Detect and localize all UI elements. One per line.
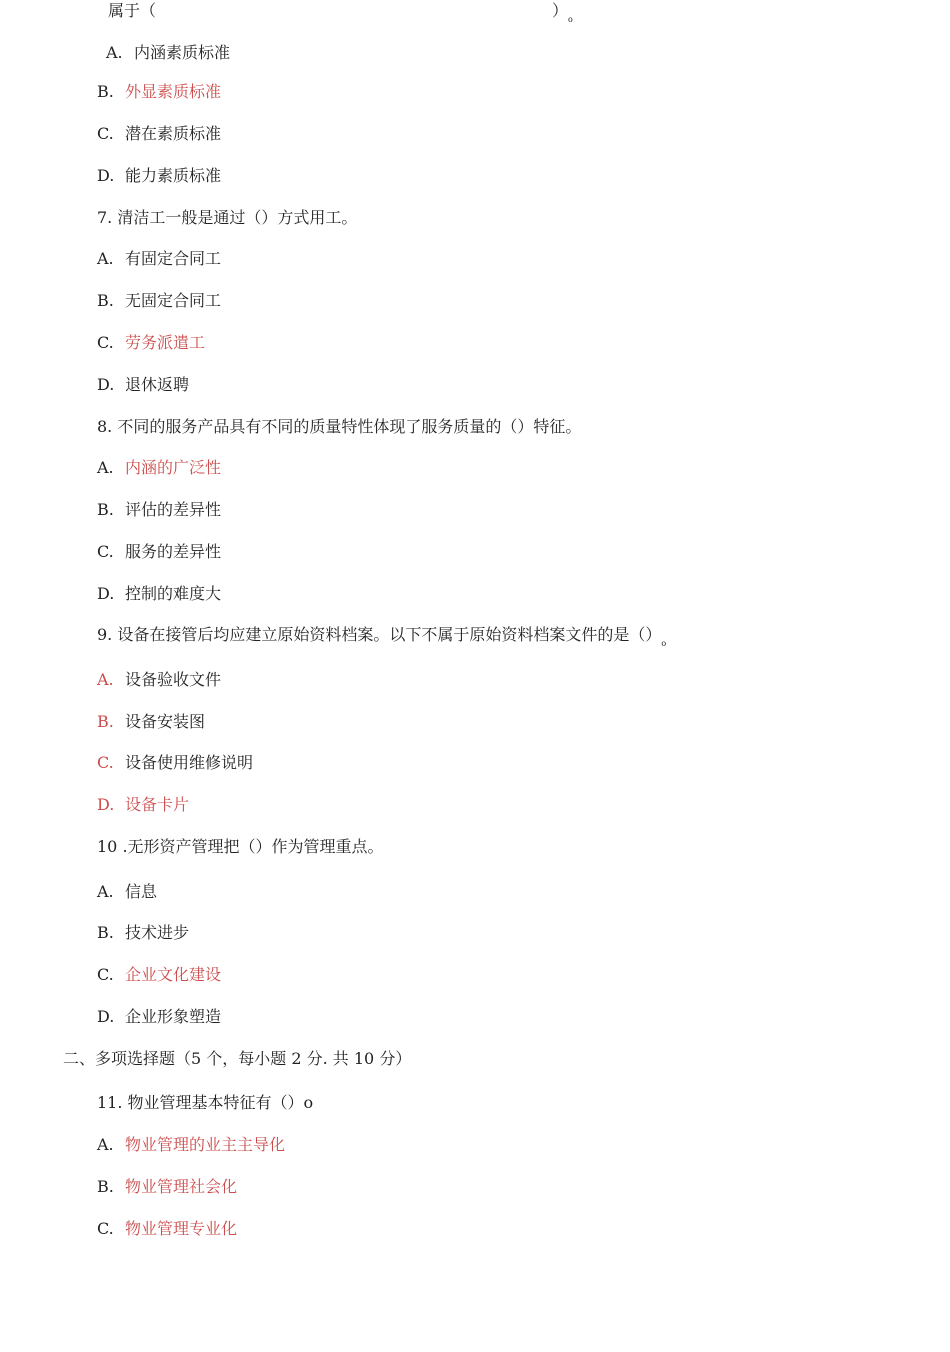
q6-option-c[interactable] <box>97 123 221 145</box>
q9-stem <box>97 624 666 649</box>
option-text: 内涵素质标准 <box>134 43 231 62</box>
option-label: C. <box>97 124 114 143</box>
option-text-answer: 物业管理的业主主导化 <box>125 1135 286 1154</box>
q11-option-a[interactable] <box>97 1134 285 1156</box>
q11-stem: 11. 物业管理基本特征有（）o <box>97 1093 314 1112</box>
q11-option-b[interactable] <box>97 1176 237 1198</box>
q6-stem-text: 属于（ <box>108 1 157 20</box>
q9-stem-mark: o <box>661 639 667 648</box>
option-text-answer: 设备卡片 <box>125 795 190 814</box>
q9-option-c[interactable] <box>97 752 253 774</box>
q6-option-d[interactable] <box>97 165 221 187</box>
q10-option-d[interactable] <box>97 1006 221 1028</box>
q6-option-b[interactable] <box>97 81 221 103</box>
option-label: B. <box>97 291 114 310</box>
q9-option-b[interactable] <box>97 711 205 733</box>
option-text-answer: 物业管理专业化 <box>125 1219 238 1238</box>
option-label: D. <box>97 166 115 185</box>
option-label: B. <box>97 923 114 942</box>
q8-stem: 8. 不同的服务产品具有不同的质量特性体现了服务质量的（）特征。 <box>97 417 582 436</box>
option-text: 信息 <box>125 882 158 901</box>
q11-option-c[interactable] <box>97 1218 237 1240</box>
q10-option-c[interactable] <box>97 964 221 986</box>
option-text: 设备验收文件 <box>125 670 222 689</box>
option-label: A. <box>106 43 123 62</box>
q10-option-b[interactable] <box>97 922 189 944</box>
q6-stem-mark: o <box>568 15 573 24</box>
q6-stem-close: ）$_o$ <box>552 1 573 24</box>
option-label: D. <box>97 375 115 394</box>
q8-option-c[interactable] <box>97 541 221 563</box>
option-label-answer: A. <box>97 670 114 689</box>
option-text-answer: 企业文化建设 <box>125 965 222 984</box>
option-label-answer: C. <box>97 753 114 772</box>
option-text: 潜在素质标准 <box>125 124 222 143</box>
q6-option-a[interactable] <box>106 42 230 64</box>
option-text-answer: 劳务派遣工 <box>125 333 206 352</box>
q6-stem-tail <box>108 0 156 22</box>
option-label: C. <box>97 965 114 984</box>
option-text: 设备安装图 <box>125 712 206 731</box>
q10-stem: 10 .无形资产管理把（）作为管理重点。 <box>97 837 384 856</box>
section-2-title: 二、多项选择题（5 个，每小题 2 分. 共 10 分） <box>63 1049 412 1068</box>
q7-option-a[interactable] <box>97 248 221 270</box>
q9-stem-text: 9. 设备在接管后均应建立原始资料档案。以下不属于原始资料档案文件的是（） <box>97 625 662 644</box>
option-text: 有固定合同工 <box>125 249 222 268</box>
option-label: D. <box>97 584 115 603</box>
q9-option-d[interactable] <box>97 794 189 816</box>
option-label: B. <box>97 1177 114 1196</box>
q8-option-a[interactable] <box>97 457 221 479</box>
option-text: 服务的差异性 <box>125 542 222 561</box>
option-text-answer: 物业管理社会化 <box>125 1177 238 1196</box>
option-label: A. <box>97 458 114 477</box>
option-label: A. <box>97 1135 114 1154</box>
option-text: 能力素质标准 <box>125 166 222 185</box>
option-text: 无固定合同工 <box>125 291 222 310</box>
option-label: B. <box>97 500 114 519</box>
q8-option-d[interactable] <box>97 583 221 605</box>
q8-option-b[interactable] <box>97 499 221 521</box>
option-text: 技术进步 <box>125 923 190 942</box>
option-text: 退休返聘 <box>125 375 190 394</box>
q7-option-c[interactable] <box>97 332 205 354</box>
option-label: C. <box>97 1219 114 1238</box>
option-text: 评估的差异性 <box>125 500 222 519</box>
q10-option-a[interactable] <box>97 881 157 903</box>
q9-option-a[interactable] <box>97 669 221 691</box>
option-label: A. <box>97 249 114 268</box>
option-label: C. <box>97 333 114 352</box>
option-label-answer: D. <box>97 795 115 814</box>
option-text: 设备使用维修说明 <box>125 753 254 772</box>
option-label: A. <box>97 882 114 901</box>
option-label: D. <box>97 1007 115 1026</box>
option-label: B. <box>97 82 114 101</box>
option-text: 企业形象塑造 <box>125 1007 222 1026</box>
q7-option-d[interactable] <box>97 374 189 396</box>
q7-stem: 7. 清洁工一般是通过（）方式用工。 <box>97 208 358 227</box>
option-text-answer: 外显素质标准 <box>125 82 222 101</box>
q7-option-b[interactable] <box>97 290 221 312</box>
option-label-answer: B. <box>97 712 114 731</box>
option-text-answer: 内涵的广泛性 <box>125 458 222 477</box>
option-label: C. <box>97 542 114 561</box>
option-text: 控制的难度大 <box>125 584 222 603</box>
